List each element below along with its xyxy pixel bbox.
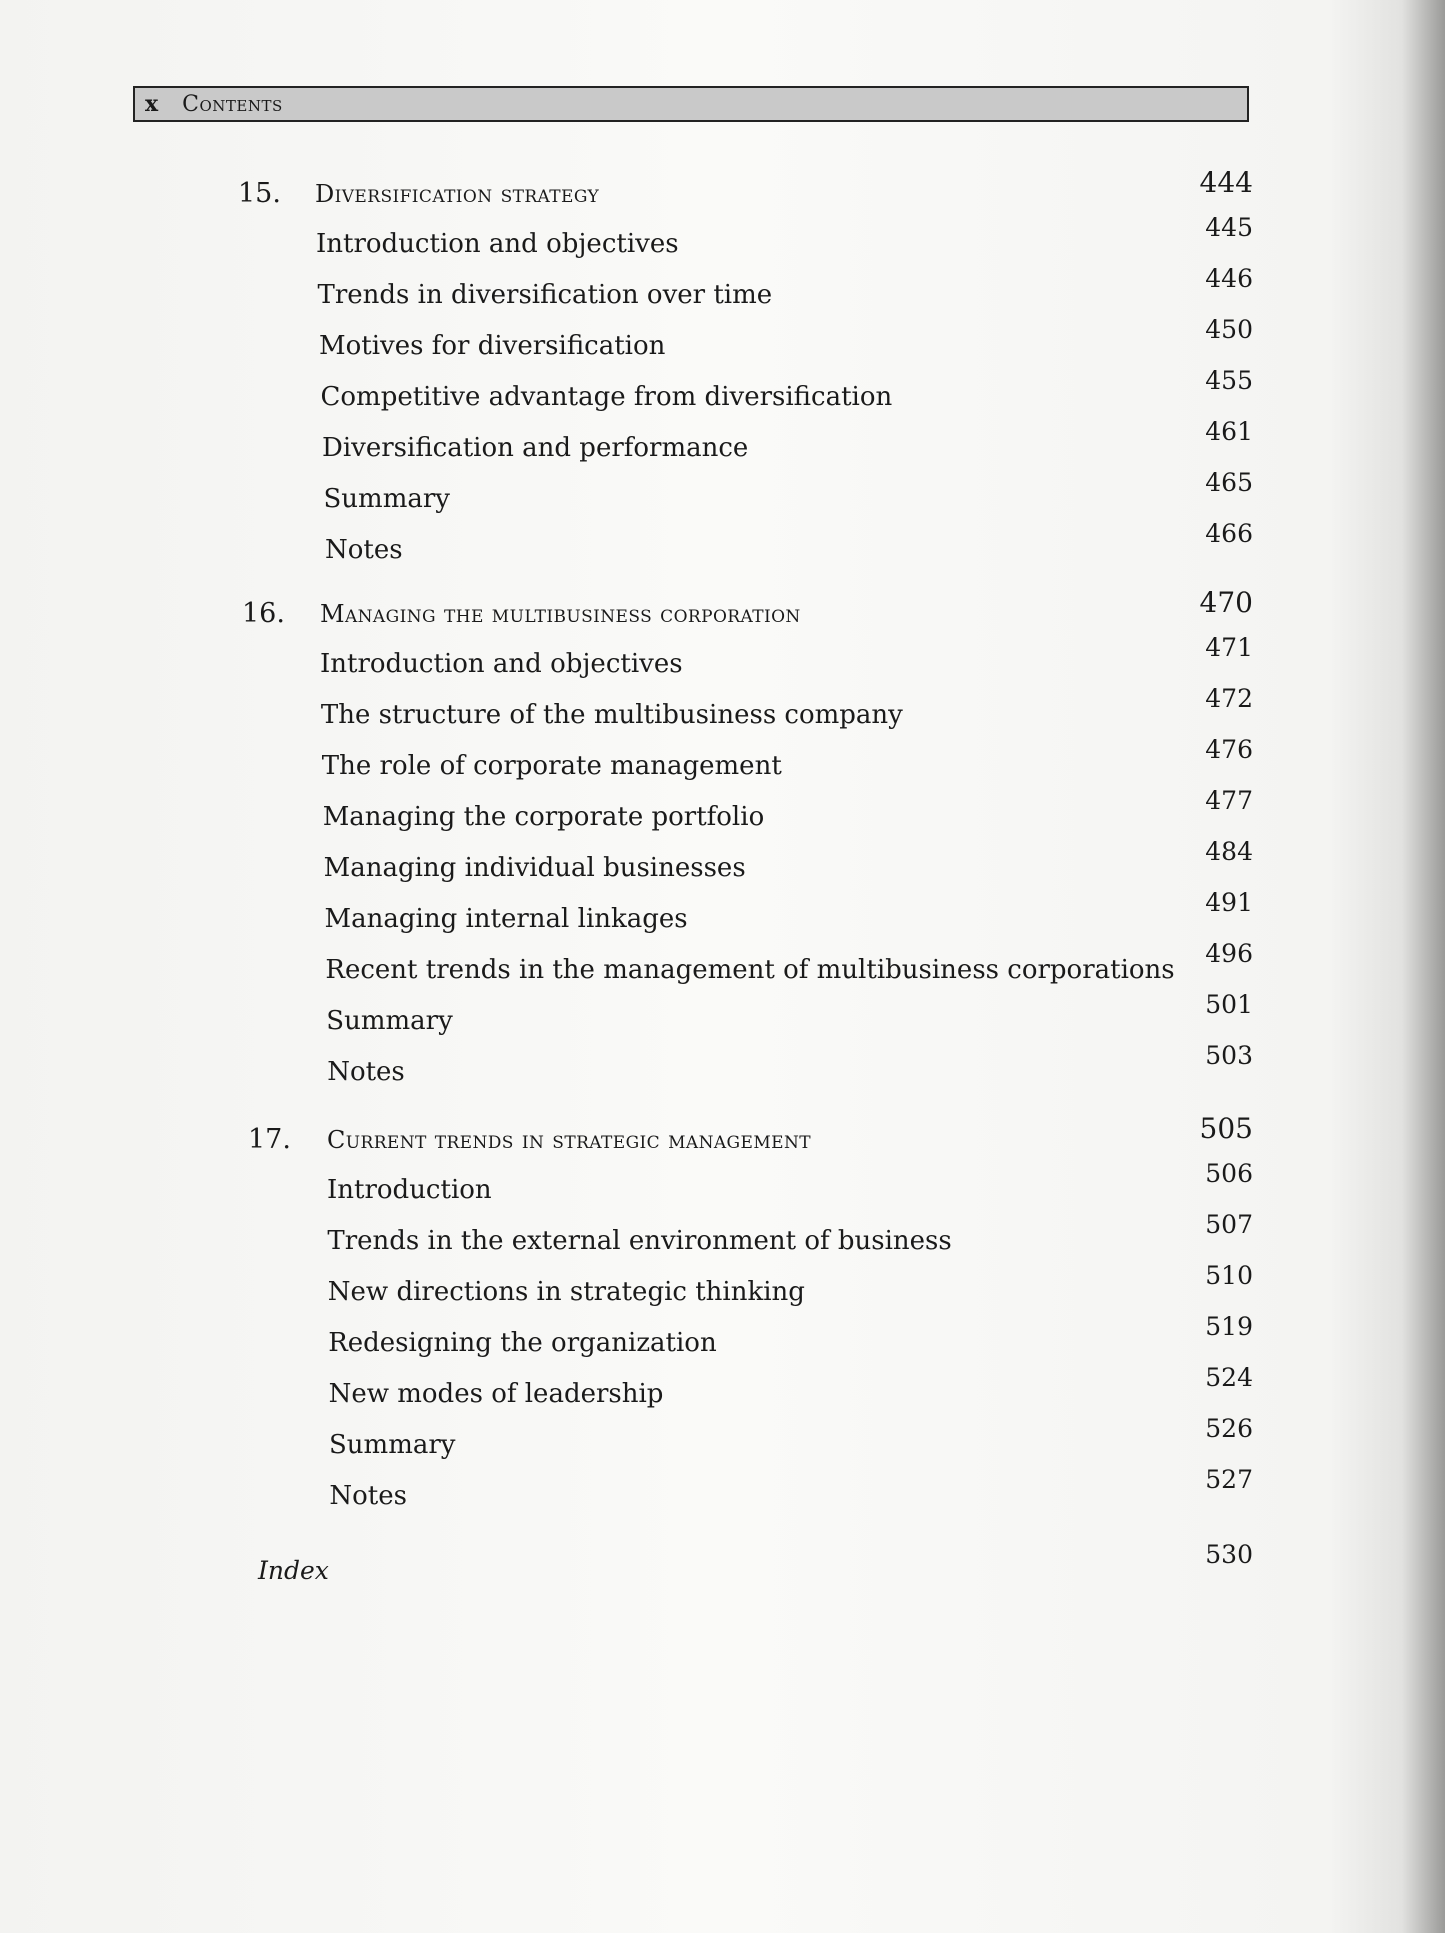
toc-entry-label: Recent trends in the management of multibusiness corporations xyxy=(325,955,1175,985)
toc-entry-label: Summary xyxy=(323,484,450,514)
toc-entry-label: Introduction and objectives xyxy=(320,649,683,679)
toc-entry[interactable] xyxy=(0,837,1445,889)
chapter-heading[interactable] xyxy=(0,166,1445,218)
toc-entry[interactable] xyxy=(0,468,1445,520)
toc-entry-label: Notes xyxy=(329,1481,407,1511)
toc-entry-page-number: 526 xyxy=(1205,1414,1253,1443)
toc-entry-label: Diversification and performance xyxy=(322,433,749,463)
toc-entry-label: Redesigning the organization xyxy=(328,1328,717,1358)
toc-entry-page-number: 527 xyxy=(1205,1465,1253,1494)
toc-entry-label: New modes of leadership xyxy=(328,1379,664,1409)
toc-entry-label: Competitive advantage from diversification xyxy=(320,382,893,412)
running-head-title: Contents xyxy=(182,91,283,117)
toc-entry[interactable] xyxy=(0,1363,1445,1415)
toc-entry[interactable] xyxy=(0,1261,1445,1313)
toc-entry-page-number: 445 xyxy=(1205,213,1253,242)
toc-entry-label: Notes xyxy=(325,535,403,565)
toc-entry-page-number: 466 xyxy=(1205,519,1253,548)
toc-entry-label: New directions in strategic thinking xyxy=(327,1277,805,1307)
toc-entry-page-number: 491 xyxy=(1205,888,1253,917)
toc-entry-label: Introduction xyxy=(327,1175,492,1205)
chapter-number: 15. xyxy=(238,178,281,209)
toc-entry-label: Notes xyxy=(327,1057,405,1087)
index-label: Index xyxy=(258,1556,329,1585)
toc-entry-page-number: 450 xyxy=(1205,315,1253,344)
index-page-number: 530 xyxy=(1205,1540,1253,1569)
toc-entry-page-number: 476 xyxy=(1205,735,1253,764)
toc-entry[interactable] xyxy=(0,735,1445,787)
toc-entry[interactable] xyxy=(0,213,1445,265)
toc-entry[interactable] xyxy=(0,633,1445,685)
toc-entry-label: Summary xyxy=(329,1430,456,1460)
toc-entry-label: The structure of the multibusiness company xyxy=(320,700,903,730)
chapter-number: 17. xyxy=(248,1124,291,1155)
chapter-number: 16. xyxy=(242,598,285,629)
chapter-page-number: 444 xyxy=(1199,166,1253,199)
toc-entry[interactable] xyxy=(0,939,1445,991)
toc-entry[interactable] xyxy=(0,1465,1445,1517)
toc-entry-label: Managing individual businesses xyxy=(323,853,746,883)
toc-entry-page-number: 472 xyxy=(1205,684,1253,713)
toc-entry-page-number: 471 xyxy=(1205,633,1253,662)
chapter-title: Managing the multibusiness corporation xyxy=(320,600,801,628)
toc-entry-page-number: 465 xyxy=(1205,468,1253,497)
toc-entry[interactable] xyxy=(0,1312,1445,1364)
toc-entry[interactable] xyxy=(0,888,1445,940)
toc-entry-label: Managing the corporate portfolio xyxy=(322,802,765,832)
toc-entry[interactable] xyxy=(0,1414,1445,1466)
chapter-heading[interactable] xyxy=(0,1112,1445,1164)
toc-entry-page-number: 461 xyxy=(1205,417,1253,446)
toc-entry[interactable] xyxy=(0,264,1445,316)
toc-entry-page-number: 446 xyxy=(1205,264,1253,293)
chapter-title: Current trends in strategic management xyxy=(327,1126,811,1154)
toc-entry[interactable] xyxy=(0,417,1445,469)
toc-entry-page-number: 510 xyxy=(1205,1261,1253,1290)
toc-entry[interactable] xyxy=(0,315,1445,367)
toc-entry[interactable] xyxy=(0,990,1445,1042)
chapter-page-number: 470 xyxy=(1199,586,1253,619)
toc-entry-page-number: 524 xyxy=(1205,1363,1253,1392)
toc-entry[interactable] xyxy=(0,786,1445,838)
toc-entry-label: Summary xyxy=(326,1006,453,1036)
toc-entry-label: Trends in the external environment of business xyxy=(327,1226,952,1256)
chapter-page-number: 505 xyxy=(1199,1112,1253,1145)
toc-entry[interactable] xyxy=(0,1210,1445,1262)
toc-entry[interactable] xyxy=(0,1159,1445,1211)
toc-entry[interactable] xyxy=(0,1041,1445,1093)
page-number-roman: x xyxy=(145,91,159,117)
toc-entry-label: Motives for diversification xyxy=(319,331,666,361)
toc-entry-page-number: 519 xyxy=(1205,1312,1253,1341)
toc-entry-page-number: 477 xyxy=(1205,786,1253,815)
toc-entry-label: Managing internal linkages xyxy=(324,904,688,934)
chapter-title: Diversification strategy xyxy=(315,180,600,208)
toc-entry-page-number: 506 xyxy=(1205,1159,1253,1188)
toc-entry-page-number: 484 xyxy=(1205,837,1253,866)
toc-entry[interactable] xyxy=(0,519,1445,571)
toc-entry-label: The role of corporate management xyxy=(321,751,782,781)
toc-entry-page-number: 507 xyxy=(1205,1210,1253,1239)
toc-entry-page-number: 455 xyxy=(1205,366,1253,395)
toc-entry-label: Trends in diversification over time xyxy=(317,280,773,310)
toc-entry-page-number: 503 xyxy=(1205,1041,1253,1070)
toc-entry[interactable] xyxy=(0,366,1445,418)
toc-entry-page-number: 496 xyxy=(1205,939,1253,968)
toc-entry-page-number: 501 xyxy=(1205,990,1253,1019)
chapter-heading[interactable] xyxy=(0,586,1445,638)
toc-entry[interactable] xyxy=(0,684,1445,736)
toc-entry-label: Introduction and objectives xyxy=(316,229,679,259)
